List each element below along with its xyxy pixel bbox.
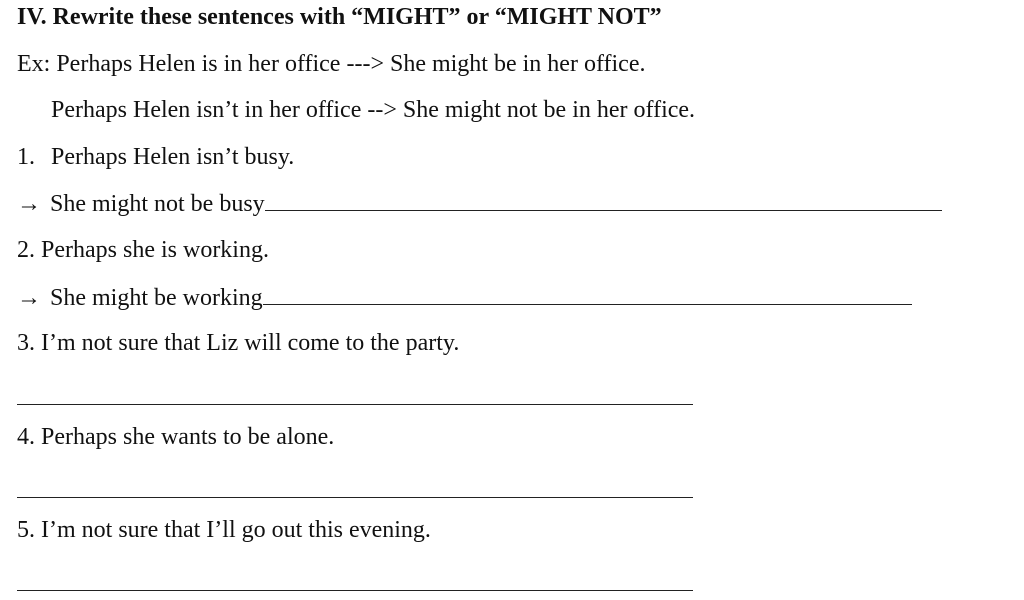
question-3-number: 3.: [17, 330, 35, 356]
answer-2-text: She might be working: [50, 285, 263, 311]
arrow-right-icon: →: [17, 285, 41, 311]
question-5-number: 5.: [17, 517, 35, 543]
example-line-1: Ex: Perhaps Helen is in her office ---> She might be in her office.: [17, 51, 646, 77]
question-5-text: I’m not sure that I’ll go out this evening.: [41, 517, 431, 543]
answer-5-blank[interactable]: [17, 590, 693, 591]
question-4-text: Perhaps she wants to be alone.: [41, 424, 335, 450]
question-4: [17, 422, 334, 452]
question-1-text: Perhaps Helen isn’t busy.: [51, 144, 295, 170]
section-title: IV. Rewrite these sentences with “MIGHT” or “MIGHT NOT”: [17, 4, 662, 30]
question-1-number: 1.: [17, 144, 35, 170]
question-3: [17, 328, 459, 358]
question-5: [17, 515, 431, 545]
answer-2-row: [17, 282, 912, 313]
question-4-number: 4.: [17, 424, 35, 450]
question-2-text: Perhaps she is working.: [41, 237, 269, 263]
question-3-text: I’m not sure that Liz will come to the party.: [41, 330, 460, 356]
question-1: [17, 142, 294, 172]
answer-2-blank[interactable]: [263, 282, 912, 305]
answer-4-blank[interactable]: [17, 497, 693, 498]
answer-1-text: She might not be busy: [50, 191, 265, 217]
example-line-2: Perhaps Helen isn’t in her office --> She might not be in her office.: [51, 97, 696, 123]
answer-3-blank[interactable]: [17, 404, 693, 405]
arrow-right-icon: →: [17, 191, 41, 217]
question-2: [17, 235, 269, 265]
answer-1-row: [17, 188, 942, 219]
question-2-number: 2.: [17, 237, 35, 263]
answer-1-blank[interactable]: [265, 188, 942, 211]
